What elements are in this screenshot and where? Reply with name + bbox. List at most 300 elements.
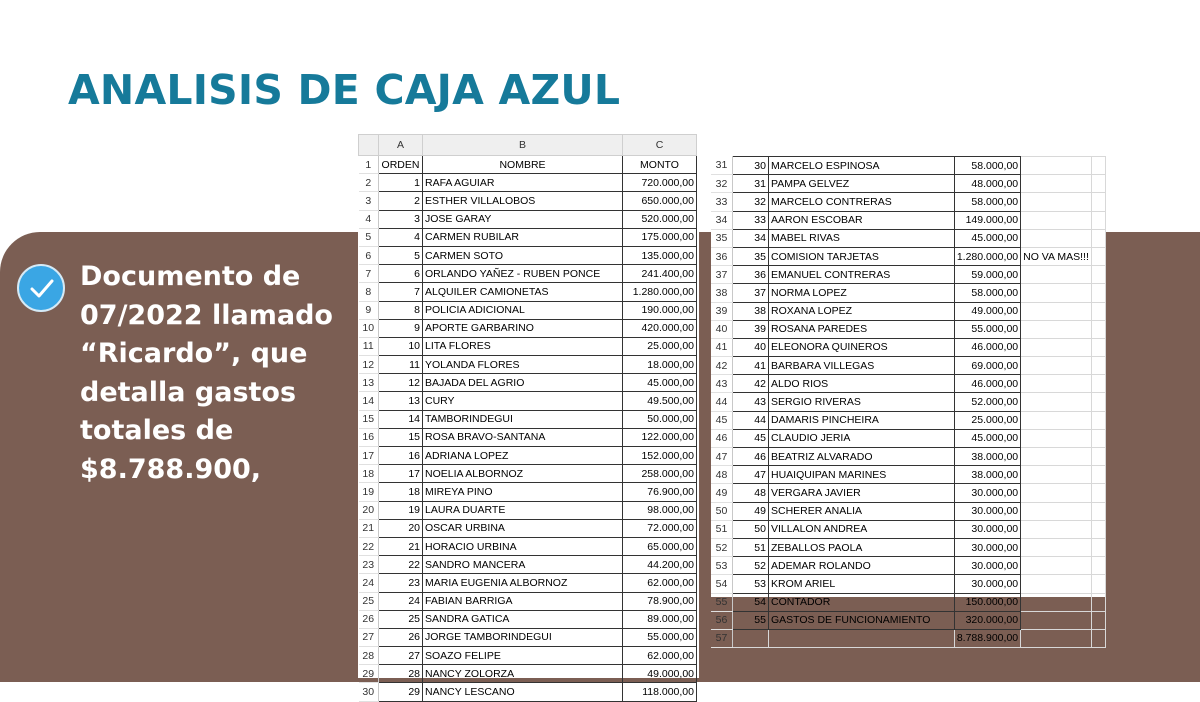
table-row <box>359 465 697 483</box>
note-cell[interactable] <box>1021 375 1092 393</box>
monto-cell[interactable]: 122.000,00 <box>623 428 697 446</box>
note-cell[interactable] <box>1021 284 1092 302</box>
orden-cell[interactable]: 8 <box>379 301 423 319</box>
row-number: 53 <box>711 557 732 575</box>
table-row <box>711 302 1106 320</box>
orden-cell[interactable]: 45 <box>732 429 768 447</box>
orden-cell[interactable]: 38 <box>732 302 768 320</box>
table-row <box>359 556 697 574</box>
orden-cell[interactable]: 25 <box>379 610 423 628</box>
monto-cell[interactable]: 25.000,00 <box>954 411 1020 429</box>
note-cell[interactable] <box>1021 611 1092 629</box>
nombre-cell[interactable]: FABIAN BARRIGA <box>423 592 623 610</box>
row-number: 23 <box>359 556 379 574</box>
table-row <box>711 284 1106 302</box>
note-cell[interactable] <box>1021 357 1092 375</box>
orden-cell[interactable]: 44 <box>732 411 768 429</box>
nombre-cell[interactable]: ESTHER VILLALOBOS <box>423 192 623 210</box>
table-row <box>711 247 1106 265</box>
nombre-cell[interactable]: MIREYA PINO <box>423 483 623 501</box>
orden-cell[interactable]: 4 <box>379 228 423 246</box>
monto-cell[interactable]: 62.000,00 <box>623 647 697 665</box>
nombre-cell[interactable]: GASTOS DE FUNCIONAMIENTO <box>768 611 954 629</box>
monto-cell[interactable]: 149.000,00 <box>954 211 1020 229</box>
monto-cell[interactable]: 30.000,00 <box>954 502 1020 520</box>
nombre-cell[interactable]: CURY <box>423 392 623 410</box>
nombre-cell[interactable]: MARIA EUGENIA ALBORNOZ <box>423 574 623 592</box>
monto-cell[interactable]: 30.000,00 <box>954 484 1020 502</box>
orden-cell[interactable]: 34 <box>732 229 768 247</box>
monto-cell[interactable]: 65.000,00 <box>623 537 697 555</box>
nombre-cell[interactable]: YOLANDA FLORES <box>423 356 623 374</box>
orden-cell[interactable]: 14 <box>379 410 423 428</box>
orden-cell[interactable]: 31 <box>732 175 768 193</box>
row-number: 9 <box>359 301 379 319</box>
nombre-cell[interactable]: ADRIANA LOPEZ <box>423 447 623 465</box>
monto-cell[interactable]: 420.000,00 <box>623 319 697 337</box>
nombre-cell[interactable]: HUAIQUIPAN MARINES <box>768 466 954 484</box>
nombre-cell[interactable]: ROXANA LOPEZ <box>768 302 954 320</box>
nombre-cell[interactable]: MABEL RIVAS <box>768 229 954 247</box>
monto-cell[interactable]: 76.900,00 <box>623 483 697 501</box>
orden-cell[interactable]: 11 <box>379 356 423 374</box>
monto-cell[interactable]: 320.000,00 <box>954 611 1020 629</box>
nombre-cell[interactable]: CONTADOR <box>768 593 954 611</box>
monto-cell[interactable]: 72.000,00 <box>623 519 697 537</box>
monto-cell[interactable]: 30.000,00 <box>954 538 1020 556</box>
orden-cell[interactable]: 24 <box>379 592 423 610</box>
table-row <box>711 266 1106 284</box>
summary-line: 07/2022 llamado <box>80 299 333 331</box>
monto-cell[interactable]: 98.000,00 <box>623 501 697 519</box>
row-number: 20 <box>359 501 379 519</box>
orden-cell[interactable]: 40 <box>732 338 768 356</box>
row-number: 16 <box>359 428 379 446</box>
empty-cell[interactable] <box>1091 429 1105 447</box>
note-cell[interactable] <box>1021 411 1092 429</box>
nombre-cell[interactable]: ROSA BRAVO-SANTANA <box>423 428 623 446</box>
orden-cell[interactable]: 9 <box>379 319 423 337</box>
expenses-table-2 <box>711 156 1106 648</box>
monto-cell[interactable]: 18.000,00 <box>623 356 697 374</box>
monto-cell[interactable]: 69.000,00 <box>954 357 1020 375</box>
nombre-cell[interactable]: VERGARA JAVIER <box>768 484 954 502</box>
nombre-cell[interactable]: JORGE TAMBORINDEGUI <box>423 628 623 646</box>
row-number: 30 <box>359 683 379 701</box>
nombre-cell[interactable]: NANCY ZOLORZA <box>423 665 623 683</box>
nombre-cell[interactable]: BEATRIZ ALVARADO <box>768 448 954 466</box>
note-cell[interactable] <box>1021 211 1092 229</box>
nombre-cell[interactable]: ADEMAR ROLANDO <box>768 557 954 575</box>
monto-cell[interactable]: 258.000,00 <box>623 465 697 483</box>
orden-cell[interactable]: 2 <box>379 192 423 210</box>
orden-cell[interactable]: 20 <box>379 519 423 537</box>
monto-cell[interactable]: 30.000,00 <box>954 575 1020 593</box>
table-row <box>711 575 1106 593</box>
nombre-cell[interactable]: VILLALON ANDREA <box>768 520 954 538</box>
monto-cell[interactable]: 38.000,00 <box>954 466 1020 484</box>
monto-cell[interactable]: 89.000,00 <box>623 610 697 628</box>
table-row <box>359 192 697 210</box>
nombre-cell[interactable]: RAFA AGUIAR <box>423 174 623 192</box>
empty-cell[interactable] <box>1091 593 1105 611</box>
empty-cell[interactable] <box>1091 611 1105 629</box>
nombre-cell[interactable]: CARMEN SOTO <box>423 246 623 264</box>
note-cell[interactable] <box>1021 193 1092 211</box>
header-nombre[interactable]: NOMBRE <box>423 156 623 174</box>
note-cell[interactable] <box>1021 502 1092 520</box>
nombre-cell[interactable]: NORMA LOPEZ <box>768 284 954 302</box>
row-number: 24 <box>359 574 379 592</box>
monto-cell[interactable]: 520.000,00 <box>623 210 697 228</box>
total-row <box>711 629 1106 647</box>
nombre-cell[interactable]: ROSANA PAREDES <box>768 320 954 338</box>
header-monto[interactable]: MONTO <box>623 156 697 174</box>
monto-cell[interactable]: 48.000,00 <box>954 175 1020 193</box>
empty-cell[interactable] <box>1091 448 1105 466</box>
row-number: 4 <box>359 210 379 228</box>
row-number: 8 <box>359 283 379 301</box>
note-cell[interactable] <box>1021 157 1092 175</box>
table-row <box>359 174 697 192</box>
note-cell[interactable] <box>1021 466 1092 484</box>
table-row <box>711 175 1106 193</box>
empty-cell[interactable] <box>1091 193 1105 211</box>
nombre-cell[interactable]: JOSE GARAY <box>423 210 623 228</box>
table-row <box>711 211 1106 229</box>
table-row <box>711 448 1106 466</box>
monto-cell[interactable]: 58.000,00 <box>954 157 1020 175</box>
note-cell[interactable] <box>1021 320 1092 338</box>
orden-cell[interactable]: 28 <box>379 665 423 683</box>
note-cell[interactable] <box>1021 575 1092 593</box>
orden-cell[interactable]: 46 <box>732 448 768 466</box>
table-row <box>359 337 697 355</box>
orden-cell[interactable]: 41 <box>732 357 768 375</box>
orden-cell[interactable]: 29 <box>379 683 423 701</box>
summary-line: $8.788.900, <box>80 453 262 485</box>
row-number: 49 <box>711 484 732 502</box>
monto-cell[interactable]: 30.000,00 <box>954 557 1020 575</box>
table-row <box>711 502 1106 520</box>
table-row <box>711 520 1106 538</box>
table-row <box>711 611 1106 629</box>
monto-cell[interactable]: 46.000,00 <box>954 338 1020 356</box>
row-number: 5 <box>359 228 379 246</box>
orden-cell[interactable]: 27 <box>379 647 423 665</box>
orden-cell[interactable]: 3 <box>379 210 423 228</box>
note-cell[interactable] <box>1021 302 1092 320</box>
orden-cell[interactable]: 6 <box>379 265 423 283</box>
empty-cell[interactable] <box>1091 175 1105 193</box>
orden-cell[interactable]: 19 <box>379 501 423 519</box>
note-cell[interactable] <box>1021 484 1092 502</box>
empty-cell[interactable] <box>1091 284 1105 302</box>
orden-cell[interactable]: 17 <box>379 465 423 483</box>
row-number: 14 <box>359 392 379 410</box>
nombre-cell[interactable]: SANDRA GATICA <box>423 610 623 628</box>
table-row <box>711 375 1106 393</box>
orden-cell[interactable]: 35 <box>732 247 768 265</box>
orden-cell[interactable]: 51 <box>732 538 768 556</box>
monto-cell[interactable]: 1.280.000,00 <box>954 247 1020 265</box>
row-number: 10 <box>359 319 379 337</box>
table-row <box>711 484 1106 502</box>
table-row <box>359 356 697 374</box>
orden-cell[interactable]: 47 <box>732 466 768 484</box>
nombre-cell[interactable]: DAMARIS PINCHEIRA <box>768 411 954 429</box>
nombre-cell[interactable]: ALDO RIOS <box>768 375 954 393</box>
table-row <box>711 193 1106 211</box>
nombre-cell[interactable]: APORTE GARBARINO <box>423 319 623 337</box>
orden-cell[interactable]: 53 <box>732 575 768 593</box>
orden-cell[interactable]: 36 <box>732 266 768 284</box>
select-all-corner[interactable] <box>359 135 379 156</box>
row-number: 45 <box>711 411 732 429</box>
row-number: 41 <box>711 338 732 356</box>
table-row <box>359 683 697 701</box>
total-cell[interactable]: 8.788.900,00 <box>954 629 1020 647</box>
row-number: 32 <box>711 175 732 193</box>
note-cell[interactable] <box>1021 448 1092 466</box>
empty-cell[interactable] <box>1091 375 1105 393</box>
monto-cell[interactable]: 135.000,00 <box>623 246 697 264</box>
table-row <box>359 265 697 283</box>
nombre-cell[interactable]: LITA FLORES <box>423 337 623 355</box>
summary-line: totales de <box>80 415 234 446</box>
table-row <box>359 374 697 392</box>
orden-cell[interactable]: 7 <box>379 283 423 301</box>
row-number: 19 <box>359 483 379 501</box>
table-row <box>359 301 697 319</box>
orden-cell[interactable]: 50 <box>732 520 768 538</box>
nombre-cell[interactable]: HORACIO URBINA <box>423 537 623 555</box>
table-row <box>359 246 697 264</box>
table-row <box>711 466 1106 484</box>
empty-cell[interactable] <box>1091 266 1105 284</box>
row-number: 33 <box>711 193 732 211</box>
summary-line: “Ricardo”, que <box>80 338 308 369</box>
monto-cell[interactable]: 49.000,00 <box>623 665 697 683</box>
table-row <box>359 410 697 428</box>
monto-cell[interactable]: 152.000,00 <box>623 447 697 465</box>
orden-cell[interactable]: 5 <box>379 246 423 264</box>
nombre-cell[interactable]: SANDRO MANCERA <box>423 556 623 574</box>
nombre-cell[interactable]: SERGIO RIVERAS <box>768 393 954 411</box>
column-letter[interactable]: C <box>623 135 697 156</box>
note-cell[interactable] <box>1021 229 1092 247</box>
monto-cell[interactable]: 45.000,00 <box>954 429 1020 447</box>
nombre-cell[interactable]: TAMBORINDEGUI <box>423 410 623 428</box>
monto-cell[interactable]: 55.000,00 <box>623 628 697 646</box>
note-cell[interactable] <box>1021 266 1092 284</box>
note-cell[interactable] <box>1021 429 1092 447</box>
row-number: 40 <box>711 320 732 338</box>
orden-cell[interactable]: 13 <box>379 392 423 410</box>
note-cell[interactable] <box>1021 593 1092 611</box>
note-cell[interactable]: NO VA MAS!!! <box>1021 247 1092 265</box>
monto-cell[interactable]: 62.000,00 <box>623 574 697 592</box>
orden-cell[interactable]: 52 <box>732 557 768 575</box>
note-cell[interactable] <box>1021 538 1092 556</box>
orden-cell[interactable]: 30 <box>732 157 768 175</box>
empty-cell[interactable] <box>1091 538 1105 556</box>
orden-cell[interactable]: 23 <box>379 574 423 592</box>
nombre-cell[interactable]: KROM ARIEL <box>768 575 954 593</box>
empty-cell[interactable] <box>1091 302 1105 320</box>
orden-cell[interactable]: 26 <box>379 628 423 646</box>
note-cell[interactable] <box>1021 557 1092 575</box>
row-number: 56 <box>711 611 732 629</box>
nombre-cell[interactable]: SCHERER ANALIA <box>768 502 954 520</box>
column-letter[interactable]: B <box>423 135 623 156</box>
orden-cell[interactable]: 21 <box>379 537 423 555</box>
empty-cell[interactable] <box>1091 320 1105 338</box>
orden-cell[interactable]: 12 <box>379 374 423 392</box>
orden-cell[interactable]: 16 <box>379 447 423 465</box>
empty-cell[interactable] <box>1091 466 1105 484</box>
monto-cell[interactable]: 58.000,00 <box>954 193 1020 211</box>
nombre-cell[interactable]: BARBARA VILLEGAS <box>768 357 954 375</box>
orden-cell[interactable]: 48 <box>732 484 768 502</box>
empty-cell[interactable] <box>1091 411 1105 429</box>
row-number: 7 <box>359 265 379 283</box>
table-row <box>711 593 1106 611</box>
monto-cell[interactable]: 50.000,00 <box>623 410 697 428</box>
monto-cell[interactable]: 78.900,00 <box>623 592 697 610</box>
monto-cell[interactable]: 46.000,00 <box>954 375 1020 393</box>
monto-cell[interactable]: 45.000,00 <box>954 229 1020 247</box>
orden-cell[interactable]: 1 <box>379 174 423 192</box>
nombre-cell[interactable]: PAMPA GELVEZ <box>768 175 954 193</box>
row-number: 35 <box>711 229 732 247</box>
orden-cell[interactable]: 22 <box>379 556 423 574</box>
nombre-cell[interactable]: ELEONORA QUINEROS <box>768 338 954 356</box>
nombre-cell[interactable]: MARCELO ESPINOSA <box>768 157 954 175</box>
table-row <box>359 665 697 683</box>
nombre-cell[interactable]: ORLANDO YAÑEZ - RUBEN PONCE <box>423 265 623 283</box>
empty-cell[interactable] <box>1091 629 1105 647</box>
note-cell[interactable] <box>1021 520 1092 538</box>
orden-cell[interactable]: 49 <box>732 502 768 520</box>
monto-cell[interactable]: 190.000,00 <box>623 301 697 319</box>
row-number: 18 <box>359 465 379 483</box>
nombre-cell[interactable]: BAJADA DEL AGRIO <box>423 374 623 392</box>
monto-cell[interactable]: 150.000,00 <box>954 593 1020 611</box>
empty-cell[interactable] <box>1091 357 1105 375</box>
monto-cell[interactable]: 58.000,00 <box>954 284 1020 302</box>
header-row <box>359 156 697 174</box>
nombre-cell[interactable]: SOAZO FELIPE <box>423 647 623 665</box>
empty-cell[interactable] <box>1091 484 1105 502</box>
table-row <box>359 228 697 246</box>
empty-cell[interactable] <box>768 629 954 647</box>
orden-cell[interactable]: 43 <box>732 393 768 411</box>
nombre-cell[interactable]: NOELIA ALBORNOZ <box>423 465 623 483</box>
monto-cell[interactable]: 38.000,00 <box>954 448 1020 466</box>
column-letter[interactable]: A <box>379 135 423 156</box>
monto-cell[interactable]: 118.000,00 <box>623 683 697 701</box>
monto-cell[interactable]: 49.500,00 <box>623 392 697 410</box>
monto-cell[interactable]: 241.400,00 <box>623 265 697 283</box>
note-cell[interactable] <box>1021 338 1092 356</box>
nombre-cell[interactable]: OSCAR URBINA <box>423 519 623 537</box>
monto-cell[interactable]: 55.000,00 <box>954 320 1020 338</box>
monto-cell[interactable]: 30.000,00 <box>954 520 1020 538</box>
nombre-cell[interactable]: COMISION TARJETAS <box>768 247 954 265</box>
nombre-cell[interactable]: NANCY LESCANO <box>423 683 623 701</box>
empty-cell[interactable] <box>1091 211 1105 229</box>
empty-cell[interactable] <box>1091 557 1105 575</box>
empty-cell[interactable] <box>1091 393 1105 411</box>
monto-cell[interactable]: 175.000,00 <box>623 228 697 246</box>
orden-cell[interactable]: 55 <box>732 611 768 629</box>
table-row <box>359 610 697 628</box>
row-number: 13 <box>359 374 379 392</box>
nombre-cell[interactable]: CLAUDIO JERIA <box>768 429 954 447</box>
empty-cell[interactable] <box>1091 247 1105 265</box>
empty-cell[interactable] <box>1021 629 1092 647</box>
empty-cell[interactable] <box>1091 157 1105 175</box>
orden-cell[interactable]: 54 <box>732 593 768 611</box>
empty-cell[interactable] <box>1091 575 1105 593</box>
table-row <box>359 210 697 228</box>
nombre-cell[interactable]: AARON ESCOBAR <box>768 211 954 229</box>
orden-cell[interactable]: 37 <box>732 284 768 302</box>
empty-cell[interactable] <box>1091 502 1105 520</box>
row-number: 51 <box>711 520 732 538</box>
orden-cell[interactable]: 33 <box>732 211 768 229</box>
orden-cell[interactable]: 39 <box>732 320 768 338</box>
monto-cell[interactable]: 59.000,00 <box>954 266 1020 284</box>
monto-cell[interactable]: 1.280.000,00 <box>623 283 697 301</box>
row-number: 6 <box>359 246 379 264</box>
nombre-cell[interactable]: POLICIA ADICIONAL <box>423 301 623 319</box>
nombre-cell[interactable]: LAURA DUARTE <box>423 501 623 519</box>
monto-cell[interactable]: 25.000,00 <box>623 337 697 355</box>
orden-cell[interactable]: 15 <box>379 428 423 446</box>
checkmark-circle-icon <box>17 264 65 312</box>
nombre-cell[interactable]: CARMEN RUBILAR <box>423 228 623 246</box>
nombre-cell[interactable]: MARCELO CONTRERAS <box>768 193 954 211</box>
row-number: 28 <box>359 647 379 665</box>
nombre-cell[interactable]: EMANUEL CONTRERAS <box>768 266 954 284</box>
note-cell[interactable] <box>1021 175 1092 193</box>
orden-cell[interactable]: 32 <box>732 193 768 211</box>
nombre-cell[interactable]: ALQUILER CAMIONETAS <box>423 283 623 301</box>
orden-cell[interactable]: 42 <box>732 375 768 393</box>
monto-cell[interactable]: 650.000,00 <box>623 192 697 210</box>
monto-cell[interactable]: 44.200,00 <box>623 556 697 574</box>
monto-cell[interactable]: 52.000,00 <box>954 393 1020 411</box>
monto-cell[interactable]: 49.000,00 <box>954 302 1020 320</box>
empty-cell[interactable] <box>732 629 768 647</box>
note-cell[interactable] <box>1021 393 1092 411</box>
empty-cell[interactable] <box>1091 338 1105 356</box>
summary-line: detalla gastos <box>80 376 297 408</box>
orden-cell[interactable]: 10 <box>379 337 423 355</box>
empty-cell[interactable] <box>1091 520 1105 538</box>
nombre-cell[interactable]: ZEBALLOS PAOLA <box>768 538 954 556</box>
row-number: 54 <box>711 575 732 593</box>
empty-cell[interactable] <box>1091 229 1105 247</box>
row-number: 3 <box>359 192 379 210</box>
header-orden[interactable]: ORDEN <box>379 156 423 174</box>
orden-cell[interactable]: 18 <box>379 483 423 501</box>
row-number: 52 <box>711 538 732 556</box>
monto-cell[interactable]: 45.000,00 <box>623 374 697 392</box>
monto-cell[interactable]: 720.000,00 <box>623 174 697 192</box>
